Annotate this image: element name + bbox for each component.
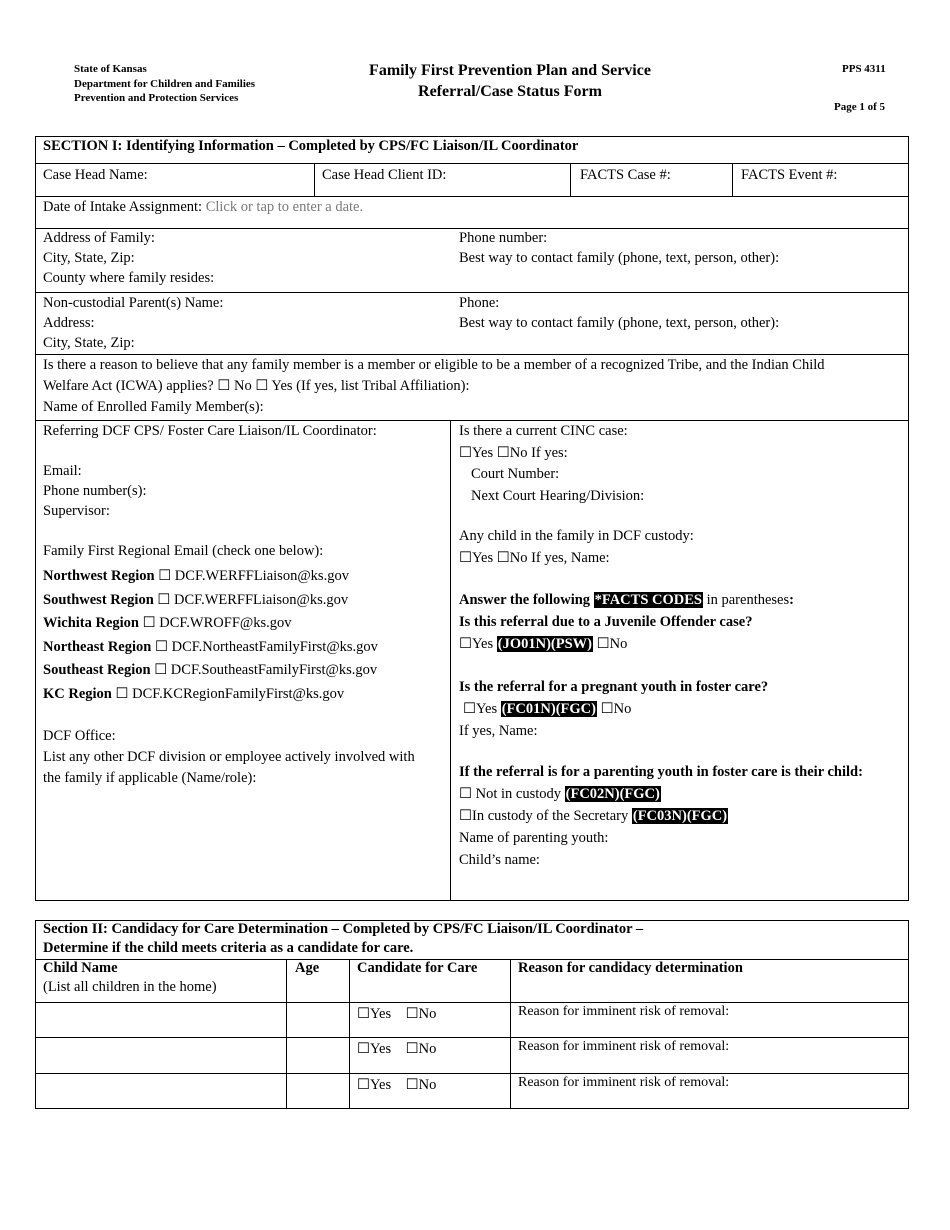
juvenile-code-badge: (JO01N)(PSW) <box>497 636 592 652</box>
page-label: Page 1 of 5 <box>834 101 886 113</box>
region-list <box>43 565 378 706</box>
region-item[interactable]: KC Region ☐ DCF.KCRegionFamilyFirst@ks.gov <box>43 685 345 702</box>
in-custody-code-badge: (FC03N)(FGC) <box>632 808 728 824</box>
family-address-block <box>43 228 214 288</box>
facts-case-field[interactable]: FACTS Case #: <box>580 167 671 183</box>
child-name-input[interactable] <box>52 1004 282 1034</box>
icwa-question: Is there a reason to believe that any family member is a member or eligible to be a member of a recognized Tribe, and the Indian Child <box>43 357 825 373</box>
region-item[interactable]: Northeast Region ☐ DCF.NortheastFamilyFirst@ks.gov <box>43 638 378 655</box>
answer-instruction: Answer the following *FACTS CODES in parentheses: <box>459 592 794 608</box>
address-of-family-field[interactable]: Address of Family: <box>43 230 155 246</box>
pregnant-block <box>459 676 768 742</box>
juvenile-question: Is this referral due to a Juvenile Offender case? <box>459 614 753 630</box>
noncustodial-best-way-field[interactable]: Best way to contact family (phone, text, person, other): <box>459 315 780 331</box>
title-line-1: Family First Prevention Plan and Service <box>369 62 651 79</box>
other-division-line-1[interactable]: List any other DCF division or employee actively involved with <box>43 749 415 765</box>
referring-worker-block <box>43 421 377 561</box>
facts-event-field[interactable]: FACTS Event #: <box>741 167 838 183</box>
agency-block <box>74 62 255 106</box>
email-field[interactable]: Email: <box>43 463 82 479</box>
family-contact-block <box>459 228 779 268</box>
noncustodial-city-field[interactable]: City, State, Zip: <box>43 335 135 351</box>
cinc-block <box>459 421 644 507</box>
parenting-question: If the referral is for a parenting youth in foster care is their child: <box>459 764 863 780</box>
candidate-options[interactable]: ☐Yes ☐No <box>357 1077 437 1093</box>
agency-state: State of Kansas <box>74 63 147 75</box>
section1-title: SECTION I: Identifying Information – Completed by CPS/FC Liaison/IL Coordinator <box>43 138 579 154</box>
parenting-youth-name-field[interactable]: Name of parenting youth: <box>459 830 609 846</box>
section2-title-line-2: Determine if the child meets criteria as a candidate for care. <box>43 940 414 956</box>
section2-title-line-1: Section II: Candidacy for Care Determination – Completed by CPS/FC Liaison/IL Coordinator – <box>43 921 644 937</box>
supervisor-field[interactable]: Supervisor: <box>43 503 110 519</box>
col-age-header: Age <box>295 960 320 976</box>
agency-division: Prevention and Protection Services <box>74 92 239 104</box>
not-custody-code-badge: (FC02N)(FGC) <box>565 786 660 802</box>
enrolled-member-field[interactable]: Name of Enrolled Family Member(s): <box>43 399 264 415</box>
reason-field[interactable]: Reason for imminent risk of removal: <box>518 1004 730 1019</box>
custody-block <box>459 525 694 569</box>
custody-options[interactable]: ☐Yes ☐No If yes, Name: <box>459 550 610 566</box>
pregnant-code-badge: (FC01N)(FGC) <box>501 701 596 717</box>
age-input[interactable] <box>290 1075 345 1105</box>
noncustodial-contact-block <box>459 293 779 333</box>
facts-codes-badge: *FACTS CODES <box>594 592 702 608</box>
next-hearing-field[interactable]: Next Court Hearing/Division: <box>471 487 645 504</box>
best-way-contact-field[interactable]: Best way to contact family (phone, text, person, other): <box>459 250 780 266</box>
noncustodial-address-field[interactable]: Address: <box>43 315 95 331</box>
child-name-input[interactable] <box>52 1075 282 1105</box>
form-number: PPS 4311 <box>842 63 886 75</box>
county-field[interactable]: County where family resides: <box>43 270 215 286</box>
parenting-block <box>459 761 863 871</box>
col-candidate-header: Candidate for Care <box>357 960 478 976</box>
date-intake-label: Date of Intake Assignment: <box>43 199 203 215</box>
dcf-office-block <box>43 726 415 789</box>
case-head-name-field[interactable]: Case Head Name: <box>43 167 148 183</box>
city-state-zip-field[interactable]: City, State, Zip: <box>43 250 135 266</box>
phones-field[interactable]: Phone number(s): <box>43 483 147 499</box>
col-reason-header: Reason for candidacy determination <box>518 960 743 976</box>
icwa-block <box>43 354 825 418</box>
pregnant-question: Is the referral for a pregnant youth in foster care? <box>459 679 769 695</box>
child-name-input[interactable] <box>52 1039 282 1069</box>
title-line-2: Referral/Case Status Form <box>418 83 602 100</box>
in-custody-option[interactable]: ☐In custody of the Secretary (FC03N)(FGC) <box>459 808 728 824</box>
col-child-name-header: Child Name (List all children in the home) <box>43 960 217 995</box>
noncustodial-block <box>43 293 223 353</box>
pregnant-options[interactable]: ☐Yes (FC01N)(FGC) ☐No <box>463 701 632 717</box>
region-item[interactable]: Southeast Region ☐ DCF.SoutheastFamilyFirst@ks.gov <box>43 662 378 678</box>
age-input[interactable] <box>290 1004 345 1034</box>
section2-title <box>43 920 643 958</box>
childs-name-field[interactable]: Child’s name: <box>459 852 540 868</box>
date-intake-picker[interactable]: Click or tap to enter a date. <box>205 199 364 215</box>
custody-question: Any child in the family in DCF custody: <box>459 528 694 544</box>
noncustodial-phone-field[interactable]: Phone: <box>459 295 500 311</box>
noncustodial-name-field[interactable]: Non-custodial Parent(s) Name: <box>43 295 224 311</box>
agency-department: Department for Children and Families <box>74 77 256 90</box>
date-intake-row <box>43 197 363 217</box>
candidate-options[interactable]: ☐Yes ☐No <box>357 1041 437 1057</box>
pregnant-name-field[interactable]: If yes, Name: <box>459 723 538 739</box>
referring-field[interactable]: Referring DCF CPS/ Foster Care Liaison/IL Coordinator: <box>43 423 377 439</box>
cinc-options[interactable]: ☐Yes ☐No If yes: <box>459 444 568 461</box>
court-number-field[interactable]: Court Number: <box>471 466 560 482</box>
juvenile-options[interactable]: ☐Yes (JO01N)(PSW) ☐No <box>459 636 628 652</box>
candidate-options[interactable]: ☐Yes ☐No <box>357 1006 437 1022</box>
reason-field[interactable]: Reason for imminent risk of removal: <box>518 1039 730 1054</box>
region-item[interactable]: Northwest Region ☐ DCF.WERFFLiaison@ks.gov <box>43 568 349 584</box>
other-division-line-2[interactable]: the family if applicable (Name/role): <box>43 770 257 786</box>
reason-field[interactable]: Reason for imminent risk of removal: <box>518 1075 730 1090</box>
dcf-office-field[interactable]: DCF Office: <box>43 728 116 744</box>
phone-number-field[interactable]: Phone number: <box>459 230 548 246</box>
regional-email-label: Family First Regional Email (check one below): <box>43 543 324 559</box>
case-head-client-id-field[interactable]: Case Head Client ID: <box>322 167 447 183</box>
age-input[interactable] <box>290 1039 345 1069</box>
cinc-question: Is there a current CINC case: <box>459 423 628 439</box>
region-item[interactable]: Wichita Region ☐ DCF.WROFF@ks.gov <box>43 615 292 631</box>
icwa-options[interactable]: Welfare Act (ICWA) applies? ☐ No ☐ Yes (If yes, list Tribal Affiliation): <box>43 378 470 394</box>
region-item[interactable]: Southwest Region ☐ DCF.WERFFLiaison@ks.gov <box>43 591 349 608</box>
form-title <box>300 60 720 102</box>
not-custody-option[interactable]: ☐ Not in custody (FC02N)(FGC) <box>459 786 660 802</box>
facts-codes-block <box>459 589 794 655</box>
